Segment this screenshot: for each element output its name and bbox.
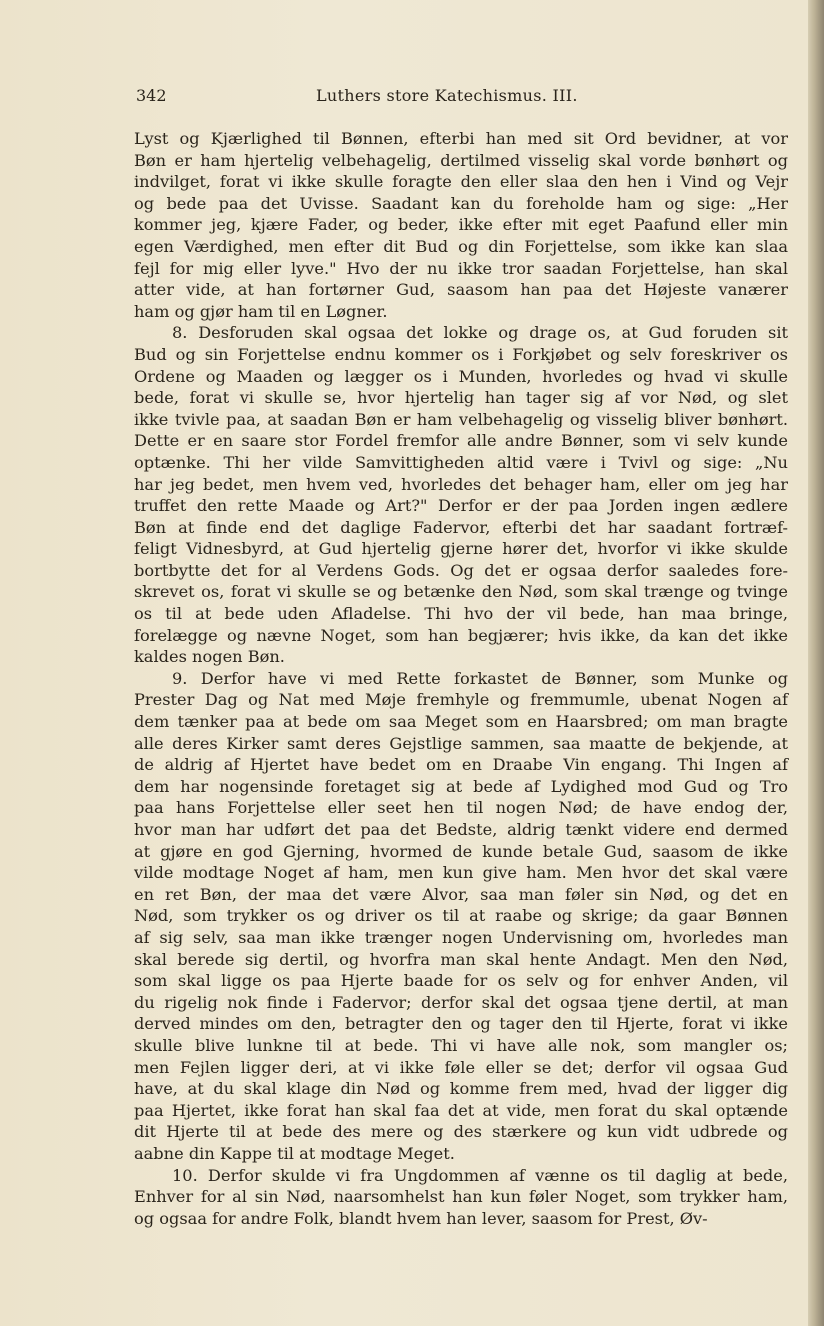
- text-line: en ret Bøn, der maa det være Alvor, saa man føler sin Nød, og det en: [134, 884, 788, 904]
- text-line: men Fejlen ligger deri, at vi ikke føle eller se det; derfor vil ogsaa Gud: [134, 1057, 788, 1077]
- text-line: at gjøre en god Gjerning, hvormed de kunde betale Gud, saasom de ikke: [134, 841, 788, 861]
- text-line: kommer jeg, kjære Fader, og beder, ikke efter mit eget Paafund eller min: [134, 215, 788, 235]
- text-line: hvor man har udført det paa det Bedste, aldrig tænkt videre end dermed: [134, 820, 788, 839]
- text-line: 10. Derfor skulde vi fra Ungdommen af vænne os til daglig at bede,: [172, 1165, 788, 1185]
- page-header: [124, 86, 796, 110]
- text-line: ham og gjør ham til en Løgner.: [134, 301, 388, 321]
- text-line: og ogsaa for andre Folk, blandt hvem han lever, saasom for Prest, Øv-: [134, 1208, 708, 1228]
- page-edge: [808, 0, 824, 1326]
- text-line: atter vide, at han fortørner Gud, saasom han paa det Højeste vanærer: [134, 280, 788, 300]
- text-line: paa hans Forjettelse eller seet hen til nogen Nød; de have endog der,: [134, 798, 788, 818]
- text-line: Lyst og Kjærlighed til Bønnen, efterbi han med sit Ord bevidner, at vor: [134, 129, 788, 148]
- text-line: af sig selv, saa man ikke trænger nogen Undervisning om, hvorledes man: [134, 927, 788, 947]
- running-head: Luthers store Katechismus. III.: [316, 86, 578, 105]
- text-line: de aldrig af Hjertet have bedet om en Draabe Vin engang. Thi Ingen af: [134, 755, 788, 775]
- text-line: 9. Derfor have vi med Rette forkastet de Bønner, som Munke og: [172, 668, 788, 688]
- text-line: har jeg bedet, men hvem ved, hvorledes det behager ham, eller om jeg har: [134, 474, 788, 494]
- text-line: Bøn er ham hjertelig velbehagelig, dertilmed visselig skal vorde bønhørt og: [134, 150, 788, 170]
- text-line: kaldes nogen Bøn.: [134, 647, 285, 667]
- text-line: skrevet os, forat vi skulle se og betænke den Nød, som skal trænge og tvinge: [134, 582, 788, 602]
- text-line: Prester Dag og Nat med Møje fremhyle og fremmumle, ubenat Nogen af: [134, 690, 788, 710]
- text-line: som skal ligge os paa Hjerte baade for os selv og for enhver Anden, vil: [134, 971, 788, 991]
- text-line: feligt Vidnesbyrd, at Gud hjertelig gjerne hører det, hvorfor vi ikke skulde: [134, 539, 788, 559]
- text-line: have, at du skal klage din Nød og komme frem med, hvad der ligger dig: [134, 1079, 788, 1099]
- text-line: 8. Desforuden skal ogsaa det lokke og drage os, at Gud foruden sit: [172, 323, 788, 343]
- text-line: egen Værdighed, men efter dit Bud og din Forjettelse, som ikke kan slaa: [134, 236, 788, 256]
- text-line: alle deres Kirker samt deres Gejstlige sammen, saa maatte de bekjende, at: [134, 733, 788, 753]
- text-line: derved mindes om den, betragter den og tager den til Hjerte, forat vi ikke: [134, 1014, 788, 1034]
- text-line: vilde modtage Noget af ham, men kun give ham. Men hvor det skal være: [134, 863, 788, 883]
- text-line: Bøn at finde end det daglige Fadervor, efterbi det har saadant fortræf-: [134, 517, 788, 537]
- text-line: Ordene og Maaden og lægger os i Munden, hvorledes og hvad vi skulle: [134, 366, 788, 386]
- text-line: Dette er en saare stor Fordel fremfor alle andre Bønner, som vi selv kunde: [134, 431, 788, 451]
- body-text: [134, 128, 788, 1229]
- text-line: Enhver for al sin Nød, naarsomhelst han kun føler Noget, som trykker ham,: [134, 1187, 788, 1207]
- text-line: Nød, som trykker os og driver os til at raabe og skrige; da gaar Bønnen: [134, 906, 788, 926]
- text-line: truffet den rette Maade og Art?" Derfor er der paa Jorden ingen ædlere: [134, 496, 788, 516]
- text-line: fejl for mig eller lyve." Hvo der nu ikke tror saadan Forjettelse, han skal: [134, 258, 788, 278]
- text-line: indvilget, forat vi ikke skulle foragte den eller slaa den hen i Vind og Vejr: [134, 172, 788, 192]
- text-line: skulle blive lunkne til at bede. Thi vi have alle nok, som mangler os;: [134, 1035, 788, 1055]
- text-line: os til at bede uden Afladelse. Thi hvo der vil bede, han maa bringe,: [134, 604, 788, 624]
- text-line: optænke. Thi her vilde Samvittigheden altid være i Tvivl og sige: „Nu: [134, 452, 788, 472]
- text-line: aabne din Kappe til at modtage Meget.: [134, 1143, 455, 1163]
- text-line: bortbytte det for al Verdens Gods. Og det er ogsaa derfor saaledes fore-: [134, 560, 788, 580]
- text-line: og bede paa det Uvisse. Saadant kan du foreholde ham og sige: „Her: [134, 193, 788, 213]
- text-line: dem har nogensinde foretaget sig at bede af Lydighed mod Gud og Tro: [134, 776, 788, 796]
- text-line: dit Hjerte til at bede des mere og des stærkere og kun vidt udbrede og: [134, 1122, 788, 1142]
- text-line: forelægge og nævne Noget, som han begjærer; hvis ikke, da kan det ikke: [134, 625, 788, 645]
- text-line: du rigelig nok finde i Fadervor; derfor skal det ogsaa tjene dertil, at man: [134, 992, 788, 1012]
- text-line: skal berede sig dertil, og hvorfra man skal hente Andagt. Men den Nød,: [134, 949, 788, 969]
- text-line: bede, forat vi skulle se, hvor hjertelig han tager sig af vor Nød, og slet: [134, 388, 788, 408]
- text-line: paa Hjertet, ikke forat han skal faa det at vide, men forat du skal optænde: [134, 1100, 788, 1120]
- page-number: 342: [136, 86, 167, 105]
- text-line: dem tænker paa at bede om saa Meget som en Haarsbred; om man bragte: [134, 712, 788, 732]
- text-line: Bud og sin Forjettelse endnu kommer os i Forkjøbet og selv foreskriver os: [134, 344, 788, 364]
- text-line: ikke tvivle paa, at saadan Bøn er ham velbehagelig og visselig bliver bønhørt.: [134, 409, 788, 429]
